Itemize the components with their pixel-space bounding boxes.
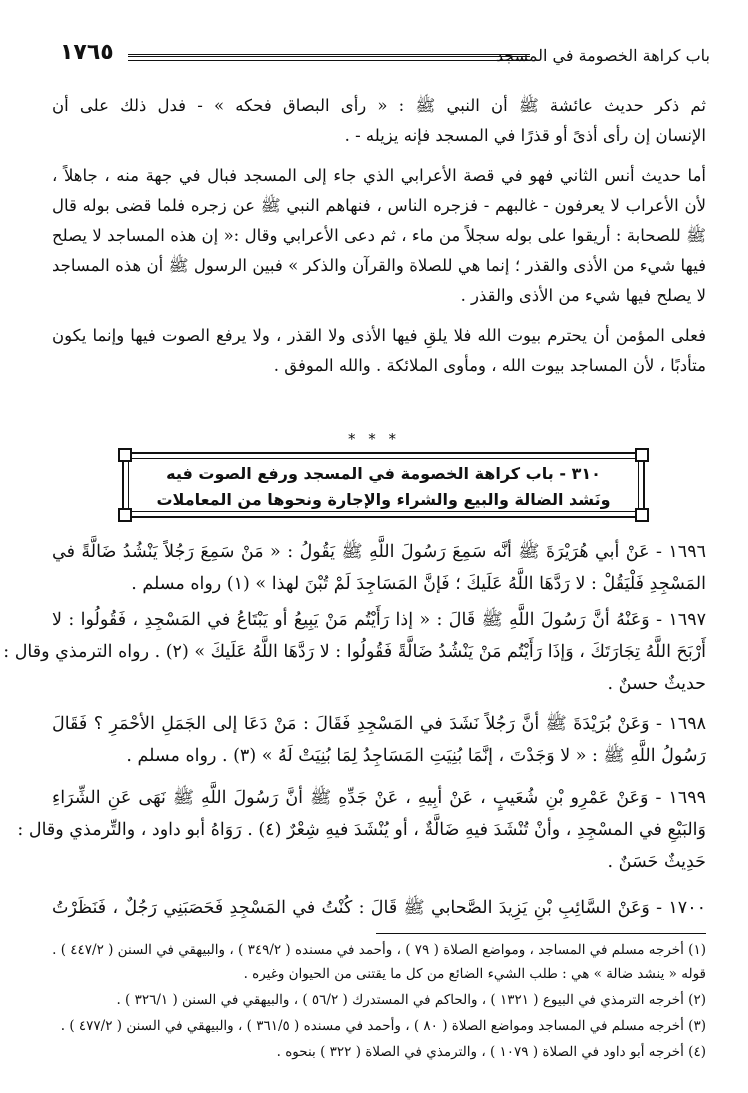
hadith-line: ١٧٠٠ - وَعَنْ السَّائِبِ بْنِ يَزِيدَ الصَّحابي ﷺ قَالَ : كُنْتُ في المَسْجِدِ فَحَصَبَنِي رَجُلٌ ، فَنَظَرْتُ [52, 898, 706, 918]
hadith-line: ١٦٩٧ - وَعَنْهُ أنَّ رَسُولَ اللَّهِ ﷺ قَالَ : « إذا رَأَيْتُم مَنْ يَبِيعُ أو يَبْتَاعُ في المَسْجِدِ ، فَقُولُوا : لا [52, 610, 706, 630]
running-header [60, 40, 710, 70]
intro-line: لا يصلح فيها شيء من الأذى والقذر . [460, 286, 706, 305]
ornament-corner-icon [635, 508, 649, 522]
ornament-corner-icon [118, 448, 132, 462]
footnote: (٤) أخرجه أبو داود في الصلاة ( ١٠٧٩ ) ، والترمذي في الصلاة ( ٣٢٢ ) بنحوه . [276, 1044, 706, 1060]
intro-line: فعلى المؤمن أن يحترم بيوت الله فلا يلقِ فيها الأذى ولا القذر ، ولا يرفع الصوت فيها وإنما يكون [52, 326, 706, 345]
hadith-line: حَدِيثٌ حَسَنٌ . [607, 852, 706, 872]
intro-line: متأدبًا ، لأن المساجد بيوت الله ، ومأوى الملائكة . والله الموفق . [273, 356, 706, 375]
ornament-corner-icon [118, 508, 132, 522]
section-separator: * * * [347, 430, 401, 448]
intro-line: الإنسان إن رأى أذىً أو قذرًا في المسجد فإنه يزيله - . [344, 126, 706, 145]
hadith-line: ١٦٩٨ - وَعَنْ بُرَيْدَةَ ﷺ أنَّ رَجُلاً نَشَدَ في المَسْجِدِ فَقَالَ : مَنْ دَعَا إلى الجَمَلِ الأحْمَرِ ؟ فَقَالَ [52, 714, 706, 734]
chapter-heading: ٣١٠ - باب كراهة الخصومة في المسجد ورفع الصوت فيه [166, 464, 601, 483]
footnote: (٣) أخرجه مسلم في المساجد ومواضع الصلاة ( ٨٠ ) ، وأحمد في مسنده ( ٣٦١/٥ ) ، والبيهقي في السنن ( ٤٧٧/٢ ) . [60, 1018, 706, 1034]
intro-line: أما حديث أنس الثاني فهو في قصة الأعرابي الذي جاء إلى المسجد فبال في جهة منه ، جاهلاً ، [52, 166, 706, 185]
footnote: (١) أخرجه مسلم في المساجد ، ومواضع الصلاة ( ٧٩ ) ، وأحمد في مسنده ( ٣٤٩/٢ ) ، والبيهقي في السنن ( ٤٤٧/٢ ) . [52, 942, 706, 958]
chapter-subheading: ونَشد الضالة والبيع والشراء والإجارة ونحوها من المعاملات [156, 490, 611, 509]
chapter-running-title: باب كراهة الخصومة في المسجد [495, 46, 710, 65]
header-rule [128, 54, 530, 61]
footnote-divider [376, 933, 706, 934]
hadith-line: ١٦٩٩ - وَعَنْ عَمْرِو بْنِ شُعَيبٍ ، عَنْ أبِيهِ ، عَنْ جَدِّهِ ﷺ أنَّ رَسُولَ اللَّهِ ﷺ نَهَى عَنِ الشِّرَاءِ [52, 788, 706, 808]
hadith-line: رَسُولُ اللَّهِ ﷺ : « لا وَجَدْتَ ، إنَّمَا بُنِيَتِ المَسَاجِدُ لِمَا بُنِيَتْ لَهُ » (٣) . رواه مسلم . [126, 746, 706, 766]
footnote: قوله « ينشد ضالة » هي : طلب الشيء الضائع من كل ما يقتنى من الحيوان وغيره . [243, 966, 706, 982]
hadith-line: حديثٌ حسنٌ . [607, 674, 706, 694]
hadith-line: المَسْجِدِ فَلْيَقُلْ : لا رَدَّهَا اللَّهُ عَلَيكَ ؛ فَإنَّ المَسَاجِدَ لَمْ تُبْنَ لهذا » (١) رواه مسلم . [131, 574, 706, 594]
hadith-line: أَرْبَحَ اللَّهُ تِجَارَتَكَ ، وَإذَا رَأَيْتُم مَنْ يَنْشُدُ ضَالَّةً فَقُولُوا : لا رَدَّهَا اللَّهُ عَلَيكَ » (٢) . رواه الترمذي وقال : [3, 642, 706, 662]
hadith-line: ١٦٩٦ - عَنْ أبي هُرَيْرَةَ ﷺ أنَّه سَمِعَ رَسُولَ اللَّهِ ﷺ يَقُولُ : « مَنْ سَمِعَ رَجُلاً يَنْشُدُ ضَالَّةً في [52, 542, 706, 562]
footnote: (٢) أخرجه الترمذي في البيوع ( ١٣٢١ ) ، والحاكم في المستدرك ( ٥٦/٢ ) ، والبيهقي في السنن ( ٣٢٦/١ ) . [116, 992, 706, 1008]
intro-line: ﷺ للصحابة : أريقوا على بوله سجلاً من ماء ، ثم دعى الأعرابي وقال :« إن هذه المساجد لا يصلح [52, 226, 706, 245]
hadith-line: وَالبَيْعِ في المسْجِدِ ، وأنْ تُنْشَدَ فيهِ ضَالَّةٌ ، أو يُنْشَدَ فيهِ شِعْرٌ (٤) . رَوَاهُ أبو داود ، والتِّرمذي وقال : [17, 820, 706, 840]
intro-line: لأن الأعراب لا يعرفون - غالبهم - فزجره الناس ، فنهاهم النبي ﷺ عن زجره فلما قضى بوله قال [52, 196, 706, 215]
page-number: ١٧٦٥ [60, 40, 114, 65]
intro-line: فيها شيء من الأذى والقذر ؛ إنما هي للصلاة والقرآن والذكر » فبين الرسول ﷺ أن هذه المساجد [52, 256, 706, 275]
ornament-corner-icon [635, 448, 649, 462]
chapter-title-box [122, 452, 645, 518]
intro-line: ثم ذكر حديث عائشة ﷺ أن النبي ﷺ : « رأى البصاق فحكه » - فدل ذلك على أن [52, 96, 706, 115]
